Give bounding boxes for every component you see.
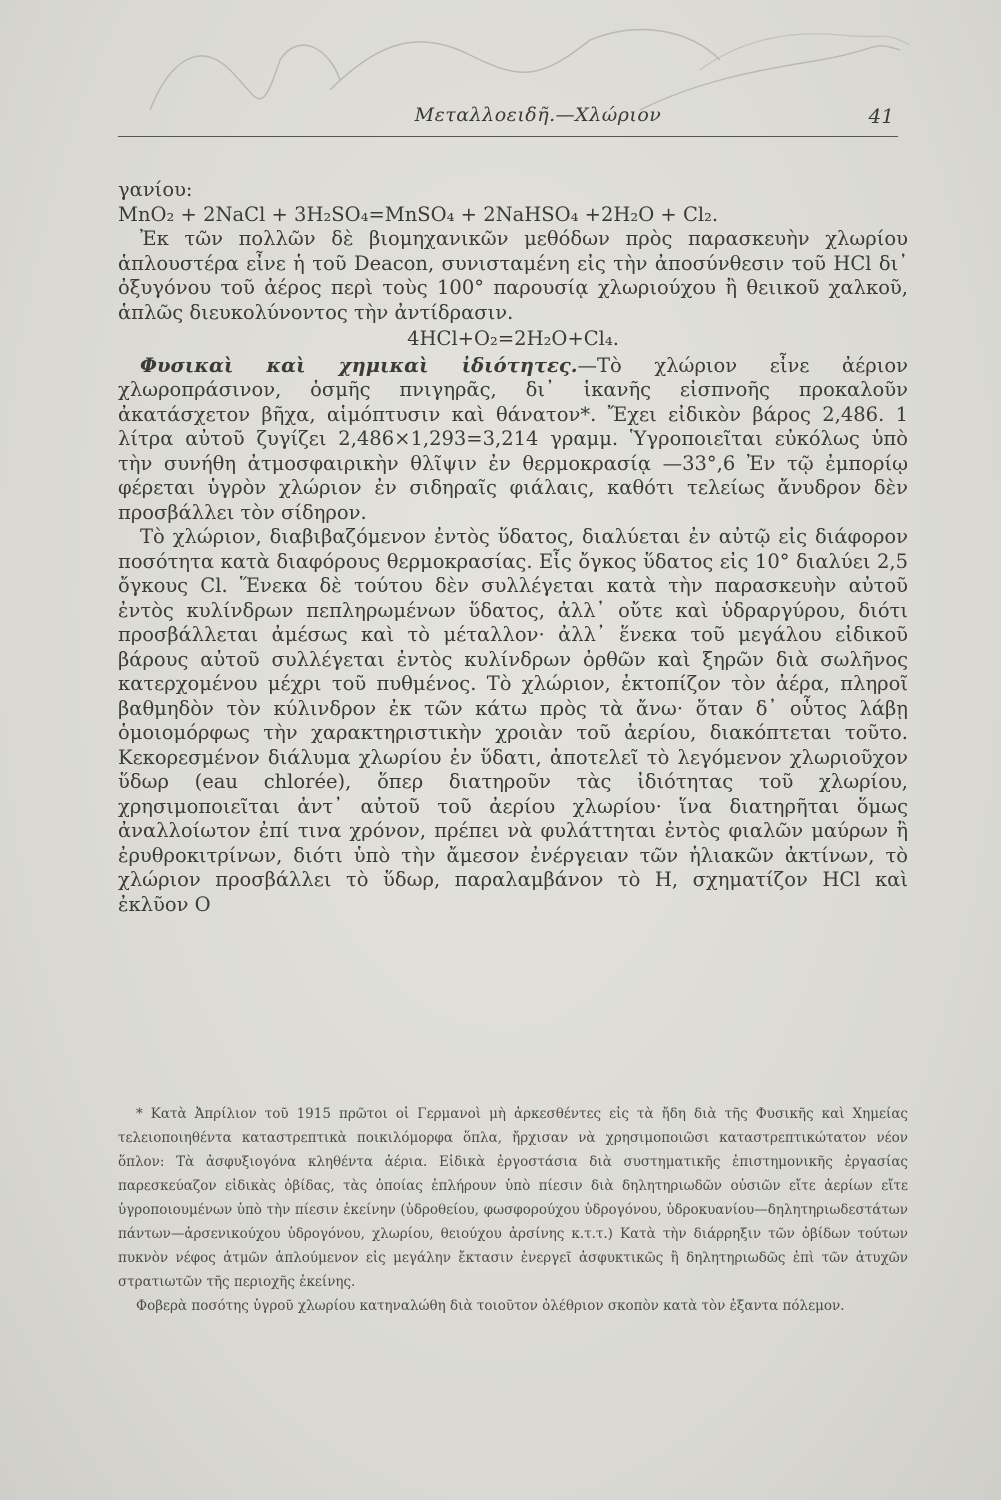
paragraph — [118, 354, 908, 526]
paragraph: Ἐκ τῶν πολλῶν δὲ βιομηχανικῶν μεθόδων πρὸς παρασκευὴν χλωρίου ἁπλουστέρα εἶνε ἡ τοῦ Deacon, συνισταμένη εἰς τὴν ἀποσύνθεσιν τοῦ HCl δι᾽ ὀξυγόνου τοῦ ἀέρος περὶ τοὺς 100° παρουσίᾳ χλωριούχου ἢ θειικοῦ χαλκοῦ, ἁπλῶς διευκολύνοντος τὴν ἀντίδρασιν. — [118, 227, 908, 324]
equation: MnO₂ + 2NaCl + 3H₂SO₄=MnSO₄ + 2NaHSO₄ +2H₂O + Cl₂. — [118, 202, 719, 226]
paragraph-text: —Τὸ χλώριον εἶνε ἀέριον χλωροπράσινον, ὀσμῆς πνιγηρᾶς, δι᾽ ἱκανῆς εἰσπνοῆς προκαλοῦν ἀκατάσχετον βῆχα, αἱμόπτυσιν καὶ θάνατον*. Ἔχει εἰδικὸν βάρος 2,486. 1 λίτρα αὐτοῦ ζυγίζει 2,486×1,293=3,214 γραμμ. Ὑγροποιεῖται εὐκόλως ὑπὸ τὴν συνήθη ἀτμοσφαιρικὴν θλῖψιν ἐν θερμοκρασίᾳ —33°,6 Ἐν τῷ ἐμπορίῳ φέρεται ὑγρὸν χλώριον ἐν σιδηραῖς φιάλαις, καθότι τελείως ἄνυδρον δὲν προσβάλλει τὸν σίδηρον. — [118, 353, 908, 524]
section-heading: Φυσικαὶ καὶ χημικαὶ ἰδιότητες. — [140, 353, 578, 377]
text-line: γανίου: — [118, 178, 193, 201]
equation: 4HCl+O₂=2H₂O+Cl₄. — [407, 327, 619, 350]
running-head: Μεταλλοειδῆ.—Χλώριον — [414, 104, 662, 126]
paragraph: Τὸ χλώριον, διαβιβαζόμενον ἐντὸς ὕδατος, διαλύεται ἐν αὐτῷ εἰς διάφορον ποσότητα κατὰ διαφόρους θερμοκρασίας. Εἷς ὄγκος ὕδατος εἰς 10° διαλύει 2,5 ὄγκους Cl. Ἕνεκα δὲ τούτου δὲν συλλέγεται κατὰ τὴν παρασκευὴν αὐτοῦ ἐντὸς κυλίνδρων πεπληρωμένων ὕδατος, ἀλλ᾽ οὔτε καὶ ὑδραργύρου, διότι προσβάλλεται ἀμέσως καὶ τὸ μέταλλον· ἀλλ᾽ ἕνεκα τοῦ μεγάλου εἰδικοῦ βάρους αὐτοῦ συλλέγεται ἐντὸς κυλίνδρων ὀρθῶν καὶ ξηρῶν διὰ σωλῆνος κατερχομένου μέχρι τοῦ πυθμένος. Τὸ χλώριον, ἐκτοπίζον τὸν ἀέρα, πληροῖ βαθμηδὸν τὸν κύλινδρον ἐκ τῶν κάτω πρὸς τὰ ἄνω· ὅταν δ᾽ οὗτος λάβῃ ὁμοιομόρφως τὴν χαρακτηριστικὴν χροιὰν τοῦ ἀερίου, διακόπτεται τοῦτο. Κεκορεσμένον διάλυμα χλωρίου ἐν ὕδατι, ἀποτελεῖ τὸ λεγόμενον χλωριοῦχον ὕδωρ (eau chlorée), ὅπερ διατηροῦν τὰς ἰδιότητας τοῦ χλωρίου, χρησιμοποιεῖται ἀντ᾽ αὐτοῦ τοῦ ἀερίου χλωρίου· ἵνα διατηρῆται ὅμως ἀναλλοίωτον ἐπί τινα χρόνον, πρέπει νὰ φυλάττηται ἐντὸς φιαλῶν μαύρων ἢ ἐρυθροκιτρίνων, διότι ὑπὸ τὴν ἄμεσον ἐνέργειαν τῶν ἡλιακῶν ἀκτίνων, τὸ χλώριον προσβάλλει τὸ ὕδωρ, παραλαμβάνον τὸ H, σχηματίζον HCl καὶ ἐκλῦον O — [118, 525, 908, 916]
footnote: * Κατὰ Ἀπρίλιον τοῦ 1915 πρῶτοι οἱ Γερμανοὶ μὴ ἀρκεσθέντες εἰς τὰ ἤδη διὰ τῆς Φυσικῆς καὶ Χημείας τελειοποιηθέντα καταστρεπτικὰ ποικιλόμορφα ὅπλα, ἤρχισαν νὰ χρησιμοποιῶσι καταστρεπτικώτατον νέον ὅπλον: Τὰ ἀσφυξιογόνα κληθέντα ἀέρια. Εἰδικὰ ἐργοστάσια διὰ συστηματικῆς ἐπιστημονικῆς ἐργασίας παρεσκεύαζον εἰδικὰς ὀβίδας, τὰς ὁποίας ἐπλήρουν ὑπὸ πίεσιν διὰ δηλητηριωδῶν οὐσιῶν εἴτε ἀερίων εἴτε ὑγροποιουμένων ὑπὸ τὴν πίεσιν ἐκείνην (ὑδροθείου, φωσφορούχου ὑδρογόνου, ὑδροκυανίου—δηλητηριωδεστάτων πάντων—ἀρσενικούχου ὑδρογόνου, χλωρίου, θειούχου ἀρσίνης κ.τ.τ.) Κατὰ τὴν διάρρηξιν τῶν ὀβίδων τούτων πυκνὸν νέφος ἀτμῶν ἁπλούμενον εἰς μεγάλην ἔκτασιν ἐνεργεῖ ἀσφυκτικῶς ἢ δηλητηριωδῶς ἐπὶ τῶν ἀτυχῶν στρατιωτῶν τῆς περιοχῆς ἐκείνης. — [118, 1106, 908, 1290]
page-number: 41 — [868, 104, 894, 128]
page-header — [118, 96, 898, 137]
footnote: Φοβερὰ ποσότης ὑγροῦ χλωρίου κατηναλώθη διὰ τοιοῦτον ὀλέθριον σκοπὸν κατὰ τὸν ἐξαντα πόλεμον. — [136, 1298, 845, 1314]
footnotes — [118, 1102, 908, 1318]
main-text — [118, 178, 908, 917]
